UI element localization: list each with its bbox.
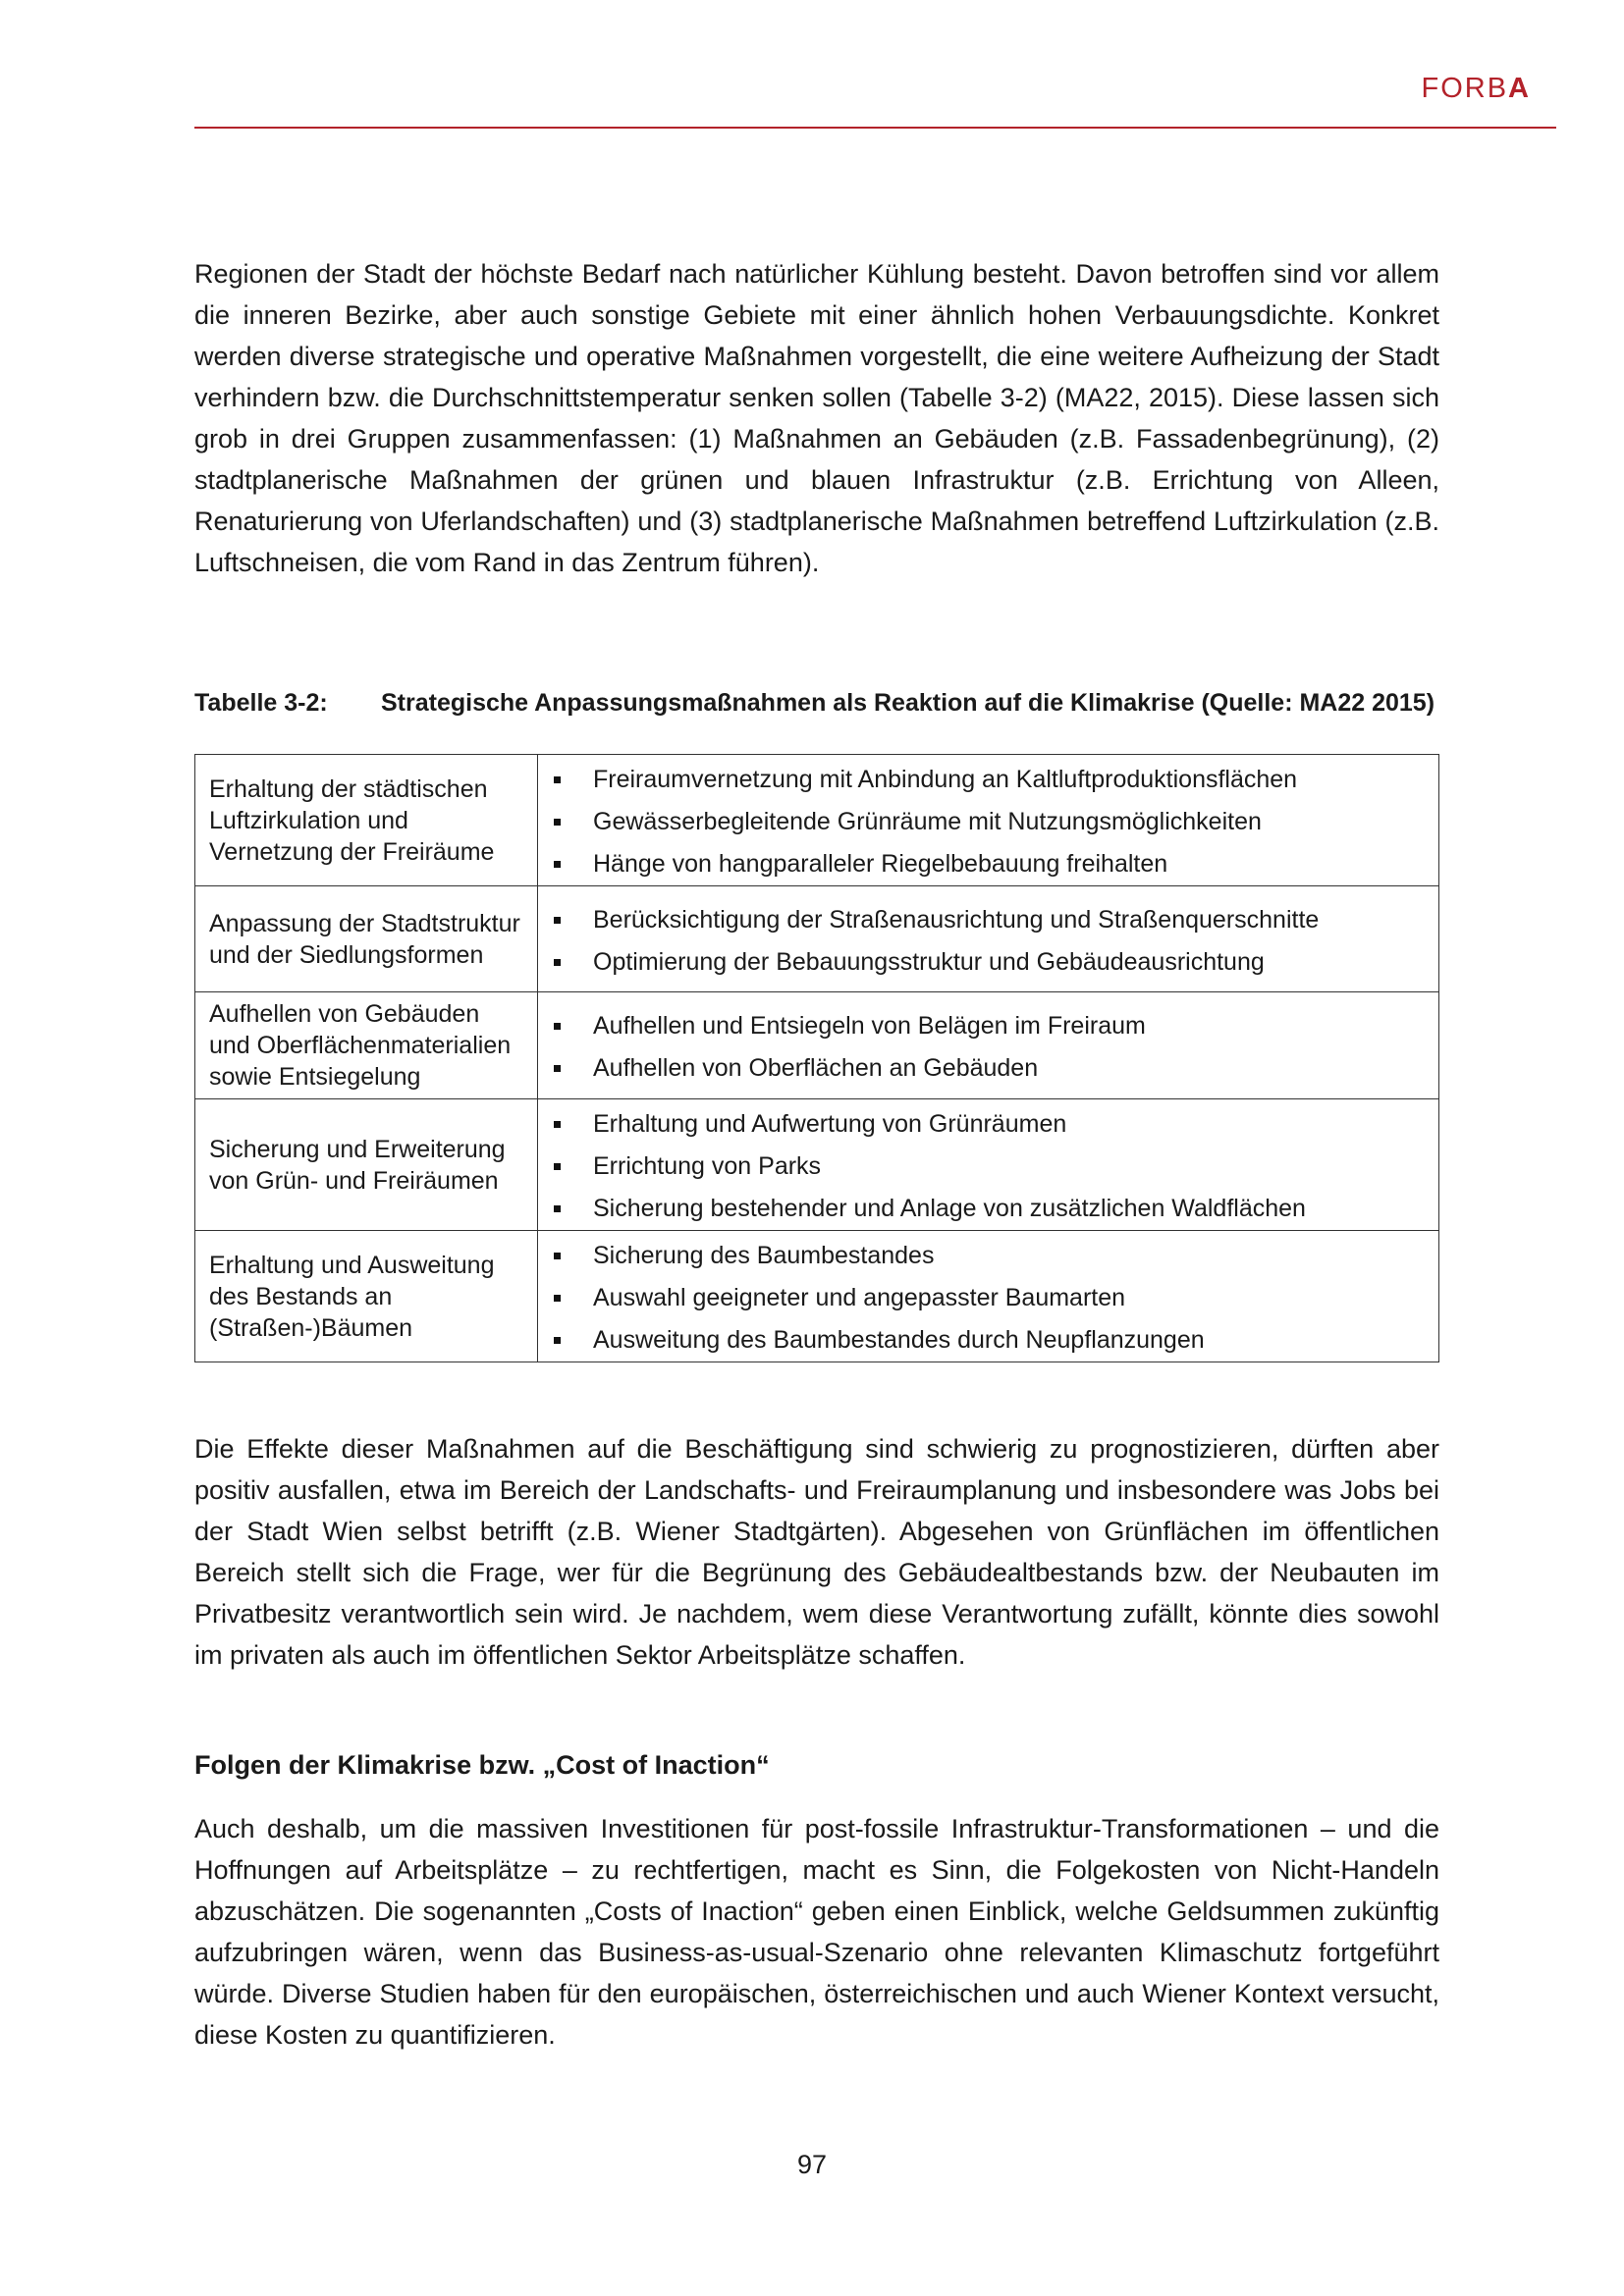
table-caption-number: Tabelle 3-2: bbox=[194, 689, 328, 717]
costs-paragraph: Auch deshalb, um die massiven Investitionen für post-fossile Infrastruktur-Transformationen – und die Hoffnungen auf Arbeitsplätze – zu rechtfertigen, macht es Sinn, die Folgekosten von Nicht-Handeln abzuschätzen. Die sogenannten „Costs of Inaction“ geben einen Einblick, welche Geldsummen zukünftig aufzubringen wären, wenn das Business-as-usual-Szenario ohne relevanten Klimaschutz fortgeführt würde. Diverse Studien haben für den europäischen, österreichischen und auch Wiener Kontext versucht, diese Kosten zu quantifizieren. bbox=[194, 1814, 1439, 2050]
measure-item: Aufhellen und Entsiegeln von Belägen im Freiraum bbox=[593, 1005, 1438, 1047]
forba-logo bbox=[1421, 73, 1531, 105]
table-row-category: Erhaltung der städtischen Luftzirkulation und Vernetzung der Freiräume bbox=[195, 755, 538, 886]
intro-block bbox=[194, 253, 1439, 583]
costs-block bbox=[194, 1808, 1439, 2056]
table-row bbox=[195, 755, 1439, 886]
section-heading: Folgen der Klimakrise bzw. „Cost of Inaction“ bbox=[194, 1750, 770, 1780]
table-row-measures bbox=[538, 1099, 1439, 1231]
table-row bbox=[195, 992, 1439, 1099]
table-row-category: Erhaltung und Ausweitung des Bestands an (Straßen-)Bäumen bbox=[195, 1231, 538, 1362]
table-caption bbox=[194, 689, 1439, 718]
table-row-measures bbox=[538, 886, 1439, 992]
measure-item: Sicherung des Baumbestandes bbox=[593, 1235, 1438, 1277]
table-row bbox=[195, 1231, 1439, 1362]
measure-item: Erhaltung und Aufwertung von Grünräumen bbox=[593, 1103, 1438, 1146]
measure-item: Freiraumvernetzung mit Anbindung an Kaltluftproduktionsflächen bbox=[593, 759, 1438, 801]
logo-prefix: FORB bbox=[1421, 73, 1509, 104]
table-row bbox=[195, 1099, 1439, 1231]
page-number: 97 bbox=[796, 2150, 828, 2179]
table-caption-title: Strategische Anpassungsmaßnahmen als Reaktion auf die Klimakrise (Quelle: MA22 2015) bbox=[381, 689, 1435, 717]
table-row-category: Sicherung und Erweiterung von Grün- und Freiräumen bbox=[195, 1099, 538, 1231]
header-rule bbox=[194, 127, 1556, 129]
measure-item: Gewässerbegleitende Grünräume mit Nutzungsmöglichkeiten bbox=[593, 801, 1438, 843]
measure-item: Optimierung der Bebauungsstruktur und Gebäudeausrichtung bbox=[593, 941, 1438, 984]
table-row-measures bbox=[538, 755, 1439, 886]
table-row-measures bbox=[538, 1231, 1439, 1362]
measure-item: Aufhellen von Oberflächen an Gebäuden bbox=[593, 1047, 1438, 1090]
measure-item: Hänge von hangparalleler Riegelbebauung freihalten bbox=[593, 843, 1438, 885]
effects-paragraph: Die Effekte dieser Maßnahmen auf die Beschäftigung sind schwierig zu prognostizieren, dürften aber positiv ausfallen, etwa im Bereich der Landschafts- und Freiraumplanung und insbesondere was Jobs bei der Stadt Wien selbst betrifft (z.B. Wiener Stadtgärten). Abgesehen von Grünflächen im öffentlichen Bereich stellt sich die Frage, wer für die Begrünung des Gebäudealtbestands bzw. der Neubauten im Privatbesitz verantwortlich sein wird. Je nachdem, wem diese Verantwortung zufällt, könnte dies sowohl im privaten als auch im öffentlichen Sektor Arbeitsplätze schaffen. bbox=[194, 1434, 1439, 1670]
measures-table bbox=[194, 754, 1439, 1362]
table-row-category: Aufhellen von Gebäuden und Oberflächenmaterialien sowie Entsiegelung bbox=[195, 992, 538, 1099]
table-row-category: Anpassung der Stadtstruktur und der Siedlungsformen bbox=[195, 886, 538, 992]
effects-block bbox=[194, 1428, 1439, 1676]
table-row-measures bbox=[538, 992, 1439, 1099]
measure-item: Sicherung bestehender und Anlage von zusätzlichen Waldflächen bbox=[593, 1188, 1438, 1230]
measure-item: Berücksichtigung der Straßenausrichtung und Straßenquerschnitte bbox=[593, 899, 1438, 941]
logo-suffix: A bbox=[1508, 73, 1531, 104]
measure-item: Ausweitung des Baumbestandes durch Neupflanzungen bbox=[593, 1319, 1438, 1362]
table-row bbox=[195, 886, 1439, 992]
measure-item: Auswahl geeigneter und angepasster Baumarten bbox=[593, 1277, 1438, 1319]
measure-item: Errichtung von Parks bbox=[593, 1146, 1438, 1188]
intro-paragraph: Regionen der Stadt der höchste Bedarf nach natürlicher Kühlung besteht. Davon betroffen sind vor allem die inneren Bezirke, aber auch sonstige Gebiete mit einer ähnlich hohen Verbauungsdichte. Konkret werden diverse strategische und operative Maßnahmen vorgestellt, die eine weitere Aufheizung der Stadt verhindern bzw. die Durchschnittstemperatur senken sollen (Tabelle 3-2) (MA22, 2015). Diese lassen sich grob in drei Gruppen zusammenfassen: (1) Maßnahmen an Gebäuden (z.B. Fassadenbegrünung), (2) stadtplanerische Maßnahmen der grünen und blauen Infrastruktur (z.B. Errichtung von Alleen, Renaturierung von Uferlandschaften) und (3) stadtplanerische Maßnahmen betreffend Luftzirkulation (z.B. Luftschneisen, die vom Rand in das Zentrum führen). bbox=[194, 259, 1439, 577]
